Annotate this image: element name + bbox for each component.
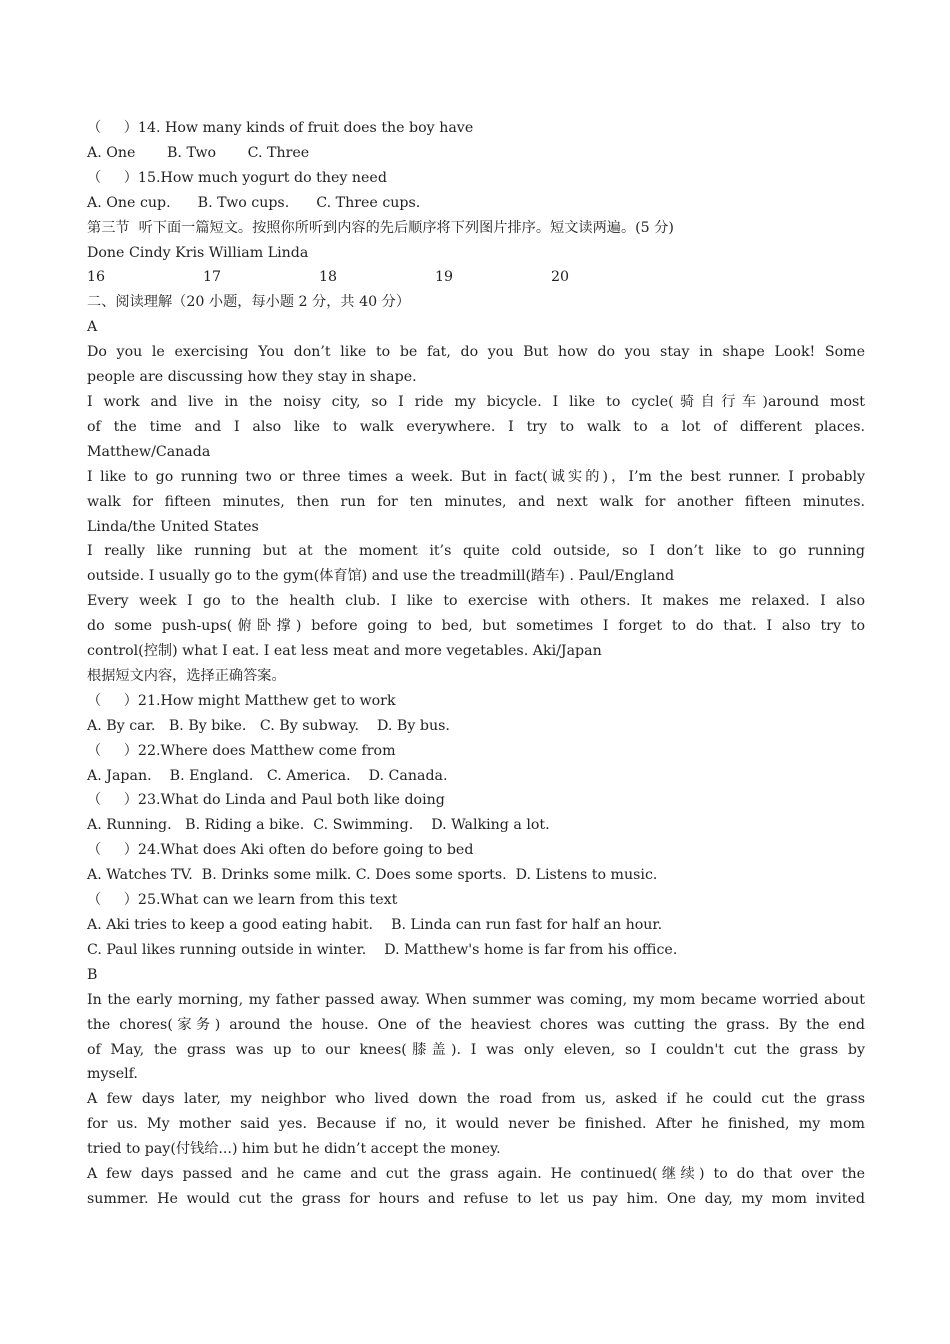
passage-a-line: walk for fifteen minutes, then run for ten minutes, and next walk for another fifteen minutes.	[87, 493, 865, 510]
question-15-options: A. One cup. B. Two cups. C. Three cups.	[87, 194, 421, 211]
passage-a-line: Every week I go to the health club. I like to exercise with others. It makes me relaxed. I also	[87, 593, 865, 610]
passage-b-line: myself.	[87, 1066, 138, 1083]
passage-b-line: summer. He would cut the grass for hours and refuse to let us pay him. One day, my mom invited	[87, 1190, 865, 1207]
question-22: （ ）22.Where does Matthew come from	[87, 742, 396, 759]
passage-b-line: the chores(家务) around the house. One of the heaviest chores was cutting the grass. By the end	[87, 1016, 865, 1033]
passage-a-line: Do you le exercising You don’t like to be fat, do you But how do you stay in shape Look! Some	[87, 344, 865, 361]
passage-b-label: B	[87, 966, 98, 983]
question-15: （ ）15.How much yogurt do they need	[87, 169, 387, 186]
order-number: 17	[203, 269, 222, 286]
question-14: （ ）14. How many kinds of fruit does the boy have	[87, 120, 474, 136]
question-25: （ ）25.What can we learn from this text	[87, 892, 398, 909]
passage-a-line: people are discussing how they stay in shape.	[87, 369, 417, 386]
question-24-options: A. Watches TV. B. Drinks some milk. C. Does some sports. D. Listens to music.	[87, 867, 658, 884]
order-numbers	[87, 265, 865, 290]
passage-b-line: A few days later, my neighbor who lived down the road from us, asked if he could cut the grass	[87, 1091, 865, 1108]
order-number: 20	[551, 269, 570, 286]
passage-a-line: I work and live in the noisy city, so I ride my bicycle. I like to cycle(骑自行车)around most	[87, 393, 865, 410]
page-content	[87, 116, 865, 1212]
passage-b-line: tried to pay(付钱给...) him but he didn’t accept the money.	[87, 1141, 501, 1158]
order-number: 19	[435, 269, 454, 286]
question-23-options: A. Running. B. Riding a bike. C. Swimming. D. Walking a lot.	[87, 817, 550, 834]
passage-b-line: In the early morning, my father passed away. When summer was coming, my mom became worried about	[87, 991, 865, 1008]
passage-a-line: outside. I usually go to the gym(体育馆) and use the treadmill(踏车) . Paul/England	[87, 568, 675, 585]
passage-a-line: I like to go running two or three times a week. But in fact(诚实的)，I’m the best runner. I probably	[87, 468, 865, 485]
section-3-title: 第三节 听下面一篇短文。按照你所听到内容的先后顺序将下列图片排序。短文读两遍。(5 分)	[87, 219, 674, 236]
passage-b-line: of May, the grass was up to our knees(膝盖). I was only eleven, so I couldn't cut the grass by	[87, 1041, 865, 1058]
question-24: （ ）24.What does Aki often do before going to bed	[87, 842, 474, 859]
question-25-options: A. Aki tries to keep a good eating habit. B. Linda can run fast for half an hour. C. Paul likes running outside in winter. D. Matthew's home is far from his office.	[87, 917, 678, 958]
order-number: 16	[87, 269, 106, 286]
passage-a-line: of the time and I also like to walk everywhere. I try to walk to a lot of different places.	[87, 418, 865, 435]
reading-part-title: 二、阅读理解（20 小题，每小题 2 分，共 40 分）	[87, 294, 411, 311]
question-21-options: A. By car. B. By bike. C. By subway. D. By bus.	[87, 717, 450, 734]
passage-a-line: Linda/the United States	[87, 518, 259, 535]
question-22-options: A. Japan. B. England. C. America. D. Canada.	[87, 767, 448, 784]
passage-b-line: for us. My mother said yes. Because if no, it would never be finished. After he finished, my mom	[87, 1116, 865, 1133]
passage-a-line: Matthew/Canada	[87, 443, 211, 460]
passage-a-line: control(控制) what I eat. I eat less meat and more vegetables. Aki/Japan	[87, 643, 602, 660]
order-number: 18	[319, 269, 338, 286]
passage-a-line: do some push-ups(俯卧撑) before going to bed, but sometimes I forget to do that. I also try to	[87, 618, 865, 635]
passage-a-label: A	[87, 319, 98, 336]
reading-instruction: 根据短文内容，选择正确答案。	[87, 667, 286, 684]
name-list: Done Cindy Kris William Linda	[87, 244, 309, 261]
question-14-options: A. One B. Two C. Three	[87, 144, 310, 161]
passage-b-line: A few days passed and he came and cut the grass again. He continued(继续) to do that over the	[87, 1166, 865, 1183]
question-23: （ ）23.What do Linda and Paul both like doing	[87, 792, 445, 809]
question-21: （ ）21.How might Matthew get to work	[87, 692, 396, 709]
passage-a-line: I really like running but at the moment it’s quite cold outside, so I don’t like to go running	[87, 543, 865, 560]
